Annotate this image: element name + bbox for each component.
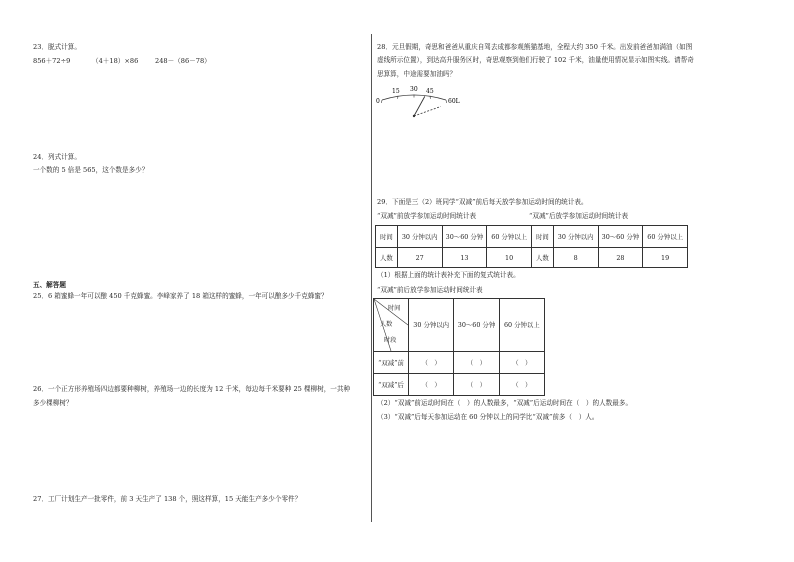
fuel-gauge [376, 84, 462, 120]
gauge-label: 60L [448, 98, 460, 105]
table1-cell: 13 [442, 248, 487, 268]
table2-blank-cell[interactable]: （ ） [409, 374, 454, 396]
gauge-tick [381, 100, 382, 103]
table1-header: 时间 [531, 226, 553, 248]
table1-cell: 27 [397, 248, 442, 268]
table1-header: 时间 [376, 226, 398, 248]
gauge-tick [446, 100, 447, 103]
table2-blank-cell[interactable]: （ ） [409, 352, 454, 374]
gauge-label: 30 [410, 86, 418, 93]
section-heading: 五、解答题 [33, 281, 66, 289]
table2-col-header: 30 分钟以内 [409, 299, 454, 352]
caption-after: “双减”后放学参加运动时间统计表 [529, 212, 629, 220]
table1-header: 30 分钟以内 [397, 226, 442, 248]
q27-text: 27．工厂计划生产一批零件，前 3 天生产了 138 个，照这样算，15 天能生产多少个零件？ [33, 495, 302, 503]
table2-row-label: “双减”前 [374, 352, 409, 374]
q28-line-2: 虚线所示位置），到达高升服务区时，奇思观察到他们行驶了 102 千米，油量使用情况显示如图实线。请帮奇 [377, 56, 694, 64]
q24-title: 24．列式计算。 [33, 153, 81, 161]
current-needle-solid [414, 96, 425, 116]
caption-compound: “双减”前后放学参加运动时间统计表 [377, 286, 483, 294]
q28-line-3: 思算算，中途需要加油吗？ [377, 70, 457, 78]
table1-header: 30～60 分钟 [442, 226, 487, 248]
gauge-label: 15 [392, 88, 400, 95]
corner-label-time: 时间 [388, 305, 401, 312]
table1-cell: 10 [487, 248, 532, 268]
corner-label-period: 时段 [384, 337, 397, 344]
q29-sub-1: （1）根据上面的统计表补充下面的复式统计表。 [377, 271, 520, 279]
q23-expr-1: 856＋72÷9 [33, 57, 71, 65]
compound-table [373, 298, 545, 396]
q24-text: 一个数的 5 倍是 565，这个数是多少？ [33, 166, 149, 174]
table-before-after [375, 225, 688, 268]
corner-label-count: 人数 [380, 321, 393, 328]
column-divider [371, 34, 372, 522]
q23-expr-2: （4＋18）×86 [92, 57, 139, 65]
table2-corner [374, 299, 409, 352]
table1-cell: 19 [643, 248, 688, 268]
q29-sub-2: （2）“双减”前运动时间在（ ）的人数最多，“双减”后运动时间在（ ）的人数最多。 [377, 399, 633, 407]
table1-cell: 人数 [376, 248, 398, 268]
table2-col-header: 30～60 分钟 [454, 299, 499, 352]
table1-header: 30～60 分钟 [598, 226, 643, 248]
gauge-label: 0 [376, 98, 380, 105]
table2-blank-cell[interactable]: （ ） [454, 374, 499, 396]
table2-row-label: “双减”后 [374, 374, 409, 396]
table1-cell: 8 [553, 248, 598, 268]
table2-blank-cell[interactable]: （ ） [454, 352, 499, 374]
table2-col-header: 60 分钟以上 [499, 299, 544, 352]
table1-header: 60 分钟以上 [487, 226, 532, 248]
caption-before: “双减”前放学参加运动时间统计表 [377, 212, 477, 220]
table1-cell: 28 [598, 248, 643, 268]
table1-header: 60 分钟以上 [643, 226, 688, 248]
q26-line-2: 多少棵柳树？ [33, 399, 73, 407]
q29-sub-3: （3）“双减”后每天参加运动在 60 分钟以上的同学比“双减”前多（ ）人。 [377, 413, 599, 421]
gauge-pivot [413, 115, 415, 117]
q23-expr-3: 248－（86－78） [155, 57, 211, 65]
q26-line-1: 26．一个正方形养殖场四边都要种柳树，养殖场一边的长度为 12 千米，每边每千米要种 25 棵柳树，一共种 [33, 385, 351, 393]
q28-line-1: 28．元旦假期，奇思和爸爸从重庆自驾去成都参观熊猫基地，全程大约 350 千米。出发前爸爸加满油（如图 [377, 43, 693, 51]
table2-blank-cell[interactable]: （ ） [499, 374, 544, 396]
gauge-label: 45 [426, 88, 434, 95]
q23-title: 23．脱式计算。 [33, 43, 81, 51]
table1-header: 30 分钟以内 [553, 226, 598, 248]
q29-title: 29．下面是三（2）班同学“双减”前后每天放学参加运动时间的统计表。 [377, 198, 588, 206]
table2-blank-cell[interactable]: （ ） [499, 352, 544, 374]
table1-cell: 人数 [531, 248, 553, 268]
q25-text: 25．6 箱蜜蜂一年可以酿 450 千克蜂蜜。李峰家养了 18 箱这样的蜜蜂，一年可以酿多少千克蜂蜜？ [33, 292, 328, 300]
table2-corner-box [374, 299, 408, 351]
